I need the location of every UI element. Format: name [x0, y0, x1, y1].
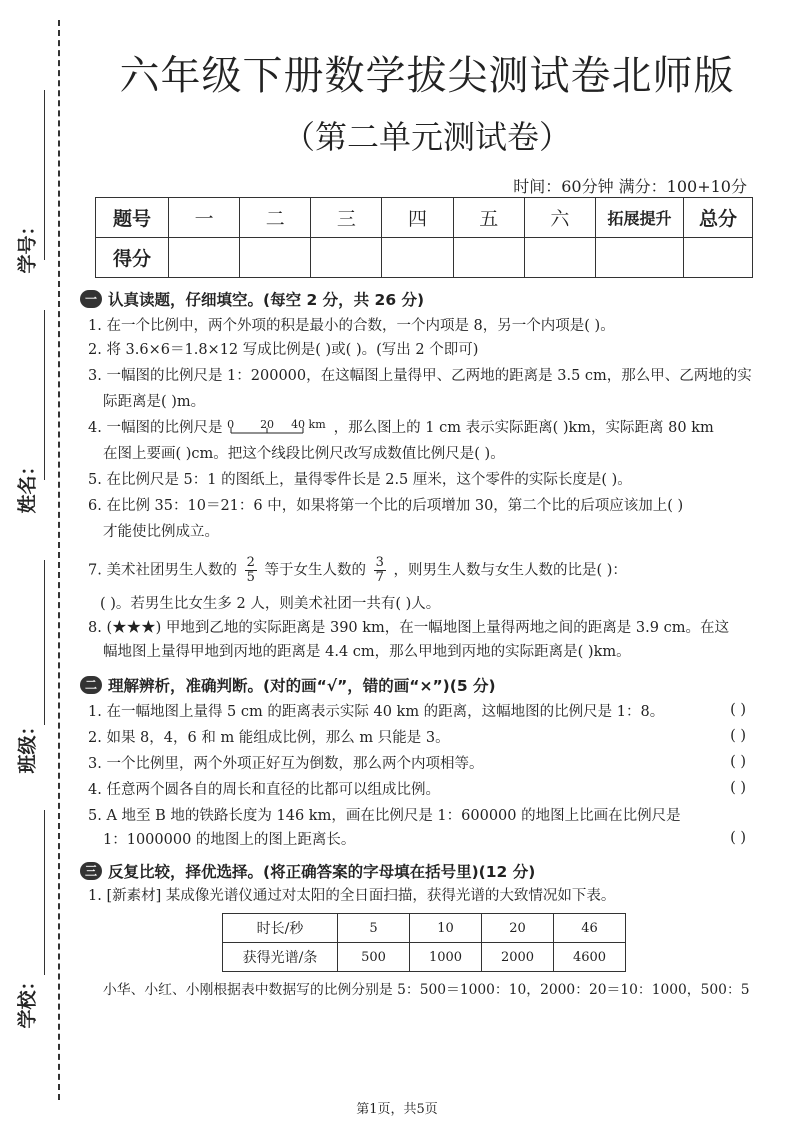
question-2-4: 4. 任意两个圆各自的周长和直径的比都可以组成比例。: [88, 782, 440, 798]
score-header-row: 题号 一 二 三 四 五 六 拓展提升 总分: [96, 198, 753, 238]
table-row: 时长/秒 5 10 20 46: [223, 914, 626, 943]
question-3-1: 1. [新素材] 某成像光谱仪通过对太阳的全日面扫描，获得光谱的大致情况如下表。: [88, 888, 616, 904]
score-cell[interactable]: [524, 238, 595, 278]
fraction-2-5: $\frac{2}{5}$: [246, 555, 255, 585]
question-2-3: 3. 一个比例里，两个外项正好互为倒数，那么两个内项相等。: [88, 756, 484, 772]
question-2-5-cont: 1：1000000 的地图上的图上距离长。: [103, 832, 356, 848]
answer-paren[interactable]: ( ): [730, 754, 746, 770]
question-1-6-cont: 才能使比例成立。: [103, 524, 219, 540]
score-table: [95, 197, 753, 278]
score-value-row: 得分: [96, 238, 753, 278]
section-2-heading: 二 理解辨析，准确判断。(对的画“√”，错的画“×”)(5 分): [80, 674, 496, 696]
score-cell[interactable]: [453, 238, 524, 278]
score-cell[interactable]: [311, 238, 382, 278]
question-1-2: 2. 将 3.6×6＝1.8×12 写成比例是( )或( )。(写出 2 个即可): [88, 342, 479, 358]
answer-paren[interactable]: ( ): [730, 702, 746, 718]
score-cell[interactable]: [382, 238, 453, 278]
exam-title: 六年级下册数学拔尖测试卷北师版: [119, 53, 735, 99]
school-field: 学校：: [6, 810, 46, 1040]
question-1-5: 5. 在比例尺是 5：1 的图纸上，量得零件长是 2.5 厘米，这个零件的实际长度是( )。: [88, 472, 632, 488]
question-1-8-cont: 幅地图上量得甲地到丙地的距离是 4.4 cm，那么甲地到丙地的实际距离是( )km。: [103, 644, 631, 660]
fraction-3-7: $\frac{3}{7}$: [375, 555, 384, 585]
page-footer: 第1页，共5页: [356, 1102, 438, 1117]
question-1-3: 3. 一幅图的比例尺是 1：200000，在这幅图上量得甲、乙两地的距离是 3.5 cm，那么甲、乙两地的实: [88, 368, 752, 384]
score-cell[interactable]: [240, 238, 311, 278]
spectrum-table: [222, 913, 626, 972]
time-info: 时间：60分钟 满分：100+10分: [513, 177, 747, 196]
question-1-7-cont: ( )。若男生比女生多 2 人，则美术社团一共有( )人。: [100, 596, 441, 612]
answer-paren[interactable]: ( ): [730, 780, 746, 796]
question-1-3-cont: 际距离是( )m。: [103, 394, 206, 410]
question-1-4: 4. 一幅图的比例尺是 0 20 40 km ，那么图上的 1 cm 表示实际距离( )km，实际距离 80 km: [88, 418, 714, 436]
question-1-7: 7. 美术社团男生人数的 $\frac{2}{5}$ 等于女生人数的 $\frac{3}{7}$ ，则男生人数与女生人数的比是( )：: [88, 555, 627, 585]
question-2-5: 5. A 地至 B 地的铁路长度为 146 km，画在比例尺是 1：600000 的地图上比画在比例尺是: [88, 808, 681, 824]
answer-paren[interactable]: ( ): [730, 728, 746, 744]
score-cell[interactable]: [684, 238, 753, 278]
section-1-heading: 一 认真读题，仔细填空。(每空 2 分，共 26 分): [80, 288, 424, 310]
score-cell[interactable]: [169, 238, 240, 278]
cut-line: [58, 20, 60, 1100]
question-2-2: 2. 如果 8，4，6 和 m 能组成比例，那么 m 只能是 3。: [88, 730, 450, 746]
question-1-4-cont: 在图上要画( )cm。把这个线段比例尺改写成数值比例尺是( )。: [103, 446, 505, 462]
section-3-heading: 三 反复比较，择优选择。(将正确答案的字母填在括号里)(12 分): [80, 860, 535, 882]
score-cell[interactable]: [596, 238, 684, 278]
question-2-1: 1. 在一幅地图上量得 5 cm 的距离表示实际 40 km 的距离，这幅地图的比例尺是 1：8。: [88, 704, 665, 720]
question-1-1: 1. 在一个比例中，两个外项的积是最小的合数，一个内项是 8，另一个内项是( )。: [88, 318, 615, 334]
table-row: 获得光谱/条 500 1000 2000 4600: [223, 943, 626, 972]
exam-subtitle: （第二单元测试卷）: [282, 118, 571, 156]
student-id-field: 学号：: [6, 80, 46, 300]
answer-paren[interactable]: ( ): [730, 830, 746, 846]
class-field: 班级：: [6, 560, 46, 790]
question-1-6: 6. 在比例 35：10＝21：6 中，如果将第一个比的后项增加 30，第二个比的后项应该加上( ): [88, 498, 684, 514]
question-3-1-cont: 小华、小红、小刚根据表中数据写的比例分别是 5：500＝1000：10，2000：20＝10：1000，500：5: [103, 982, 750, 998]
line-scale: 0 20 40 km: [227, 418, 326, 431]
question-1-8: 8. (★★★) 甲地到乙地的实际距离是 390 km，在一幅地图上量得两地之间的距离是 3.9 cm。在这: [88, 620, 729, 636]
name-field: 姓名：: [6, 310, 46, 540]
